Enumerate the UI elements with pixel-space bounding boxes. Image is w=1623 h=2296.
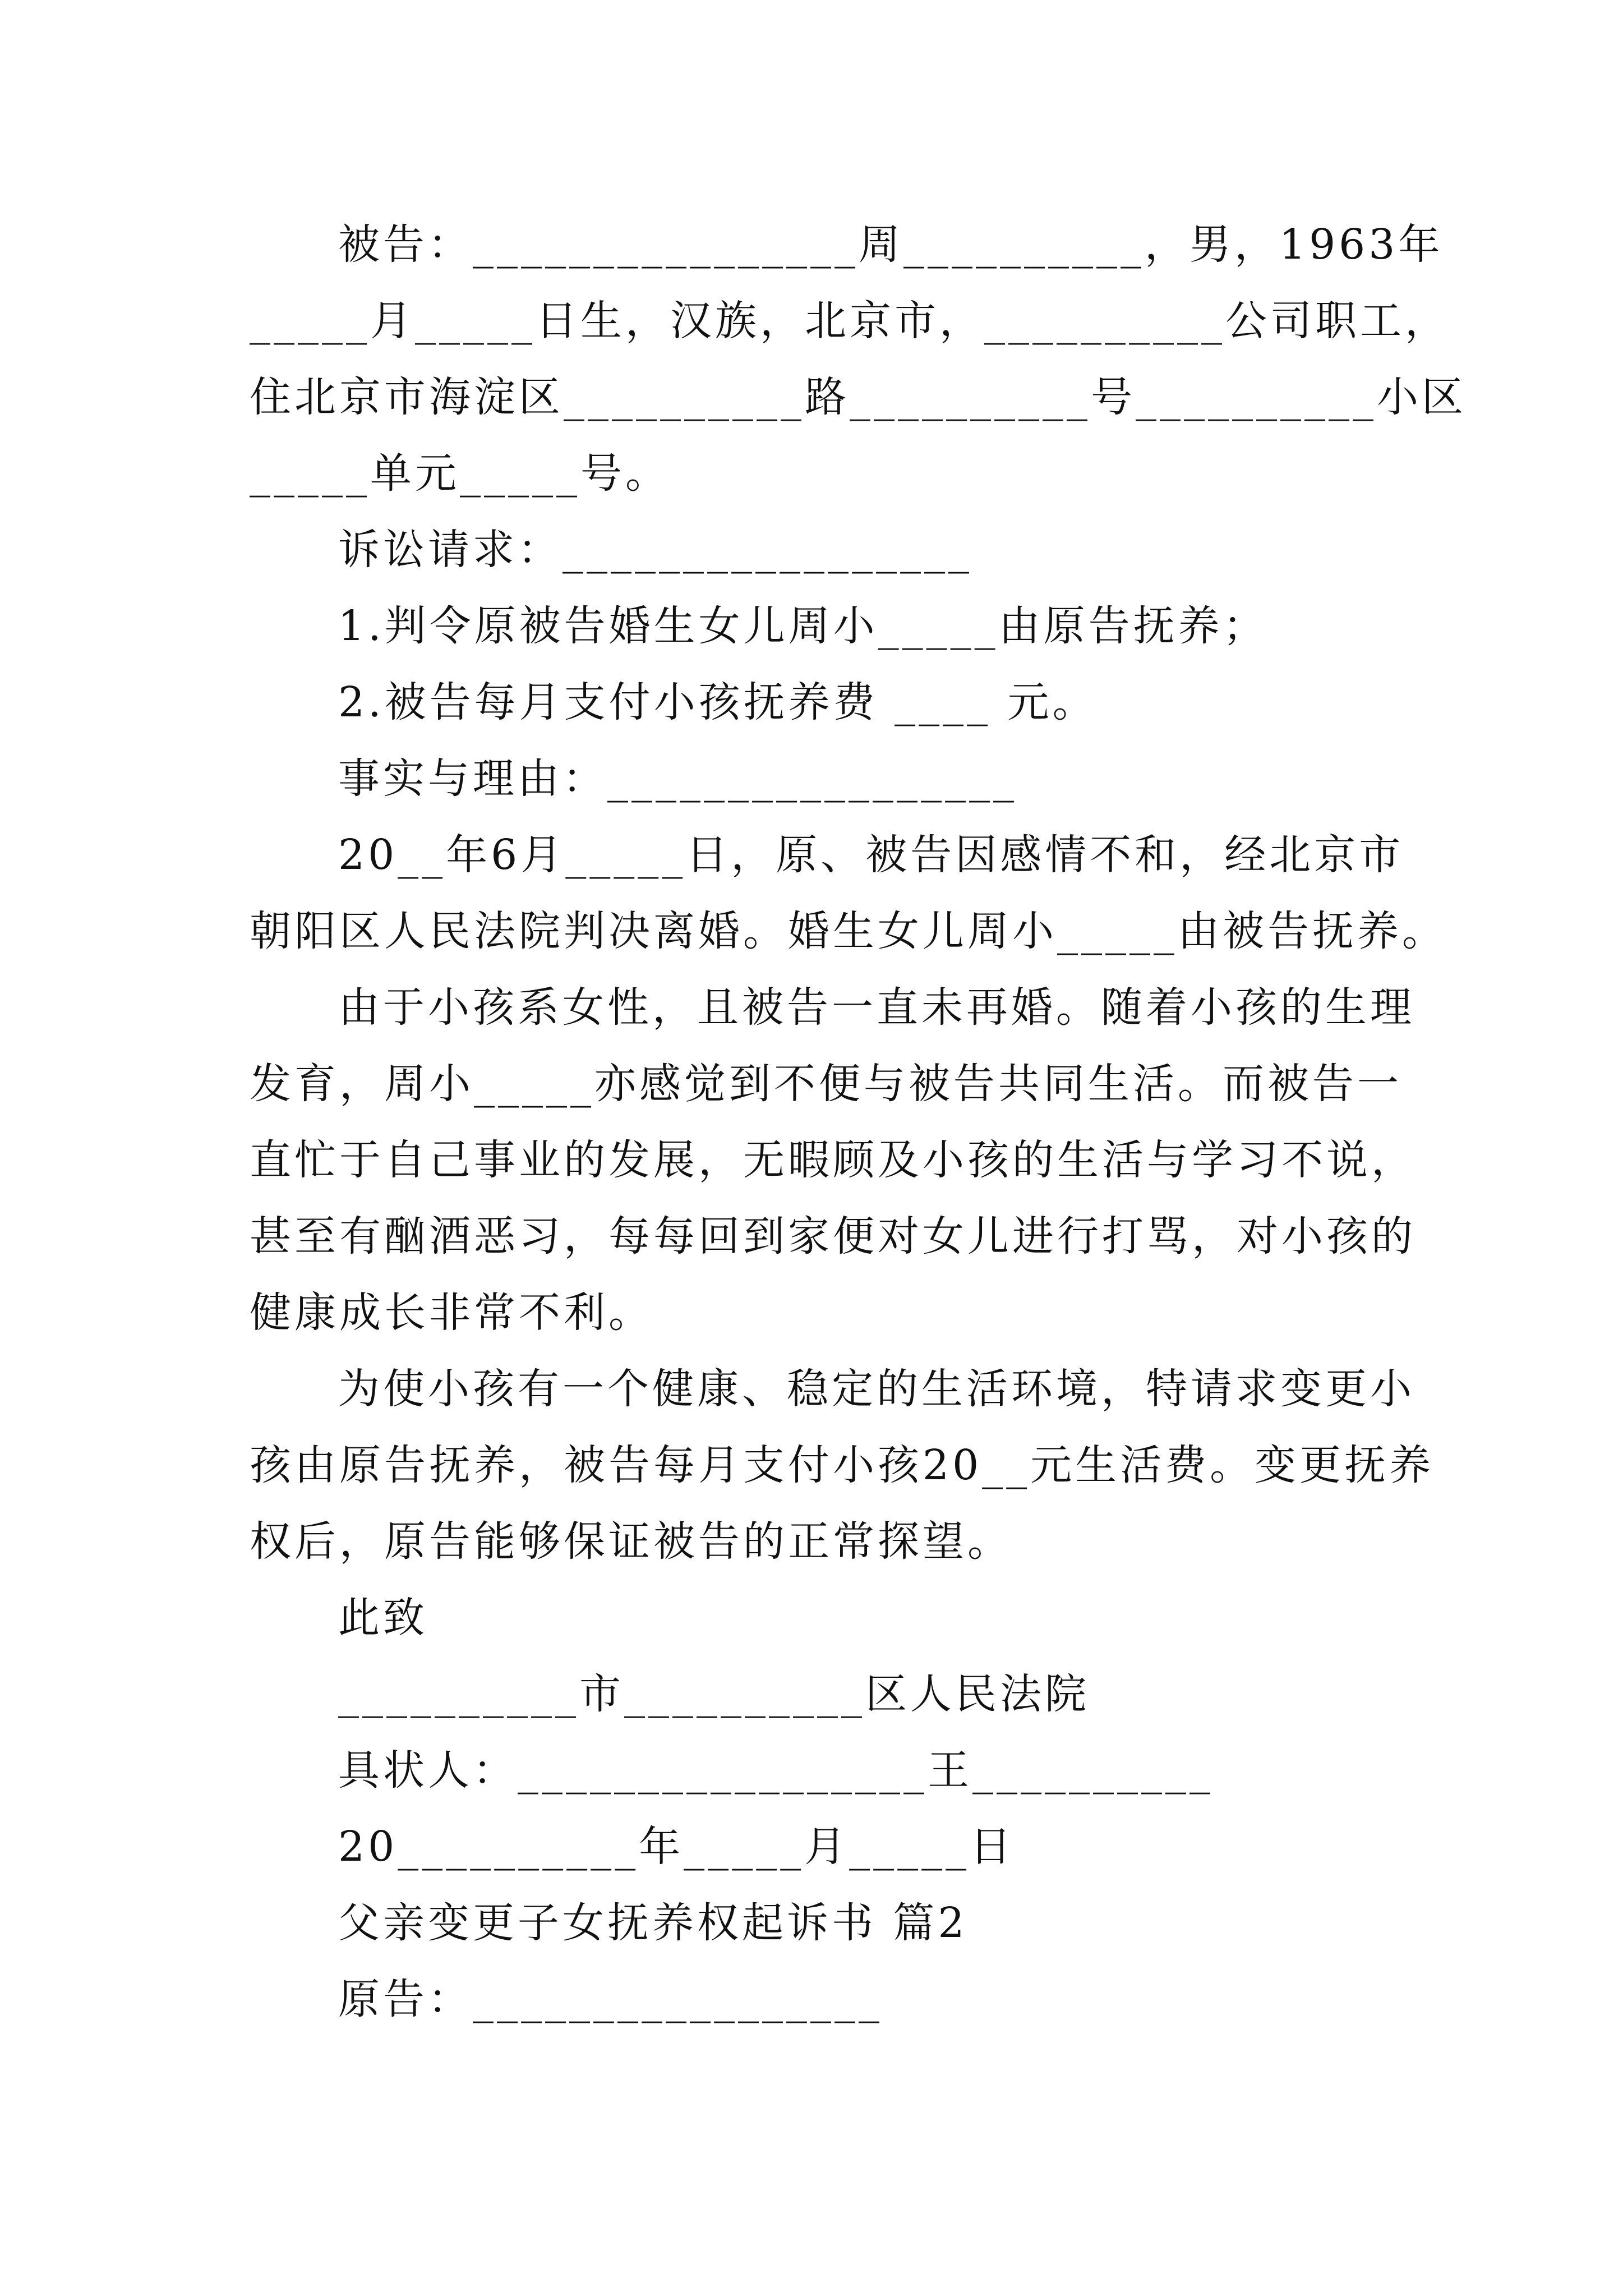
claims-heading: 诉讼请求：_________________ bbox=[338, 526, 972, 574]
date-line: 20__________年_____月_____日 bbox=[338, 1823, 1015, 1871]
section-title: 父亲变更子女抚养权起诉书 篇2 bbox=[338, 1899, 968, 1947]
request-line-1: 为使小孩有一个健康、稳定的生活环境，特请求变更小 bbox=[338, 1365, 1415, 1413]
signer-line: 具状人：_________________王__________ bbox=[338, 1746, 1214, 1795]
claim-item-2: 2.被告每月支付小孩抚养费 ____ 元。 bbox=[338, 678, 1098, 726]
facts-line-6: 甚至有酗酒恶习，每每回到家便对女儿进行打骂，对小孩的 bbox=[250, 1212, 1416, 1260]
request-line-2: 孩由原告抚养，被告每月支付小孩20__元生活费。变更抚养 bbox=[250, 1441, 1435, 1489]
facts-line-4: 发育，周小_____亦感觉到不便与被告共同生活。而被告一 bbox=[250, 1060, 1402, 1108]
defendant-line-2: _____月_____日生，汉族，北京市，__________公司职工， bbox=[250, 297, 1450, 345]
request-line-3: 权后，原告能够保证被告的正常探望。 bbox=[250, 1517, 1012, 1566]
claim-item-1: 1.判令原被告婚生女儿周小_____由原告抚养； bbox=[338, 602, 1268, 650]
plaintiff-line: 原告：_________________ bbox=[338, 1975, 883, 2023]
defendant-line-4: _____单元_____号。 bbox=[250, 449, 670, 498]
facts-line-3: 由于小孩系女性，且被告一直未再婚。随着小孩的生理 bbox=[338, 983, 1415, 1032]
defendant-line-3: 住北京市海淀区__________路__________号__________小区 bbox=[250, 373, 1467, 421]
facts-line-7: 健康成长非常不利。 bbox=[250, 1289, 653, 1337]
court-name: __________市__________区人民法院 bbox=[338, 1670, 1090, 1718]
facts-line-5: 直忙于自己事业的发展，无暇顾及小孩的生活与学习不说， bbox=[250, 1136, 1416, 1184]
salutation: 此致 bbox=[338, 1594, 428, 1642]
facts-line-1: 20__年6月_____日，原、被告因感情不和，经北京市 bbox=[338, 831, 1404, 879]
facts-line-2: 朝阳区人民法院判决离婚。婚生女儿周小_____由被告抚养。 bbox=[250, 907, 1447, 955]
defendant-line-1: 被告：________________周__________，男，1963年 bbox=[338, 220, 1444, 269]
facts-heading: 事实与理由：_________________ bbox=[338, 754, 1017, 803]
